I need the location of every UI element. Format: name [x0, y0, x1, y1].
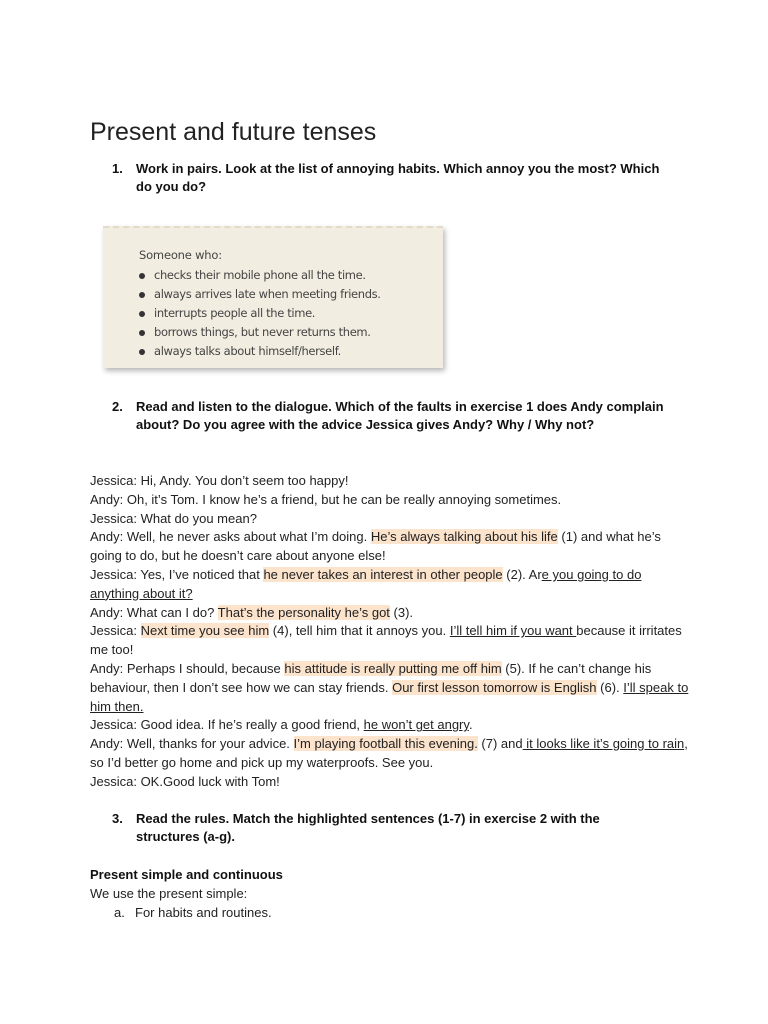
highlighted-sentence: He’s always talking about his life [370, 529, 558, 545]
dialogue-line: Andy: Well, he never asks about what I’m doing. He’s always talking about his life (1) and what he’s going to do, but he doesn’t care about anyone else! [90, 529, 661, 564]
bullet-icon [139, 330, 145, 336]
question-text: Read and listen to the dialogue. Which of the faults in exercise 1 does Andy complain about? Do you agree with the advice Jessica gives Andy? Why / Why not? [136, 399, 664, 432]
list-item: borrows things, but never returns them. [137, 323, 381, 342]
dialogue-line: Andy: Well, thanks for your advice. I’m playing football this evening. (7) and it looks like it’s going to rain, so I’d better go home and pick up my waterproofs. See you. [90, 736, 688, 770]
list-item: always arrives late when meeting friends. [137, 285, 381, 304]
list-item: always talks about himself/herself. [137, 342, 381, 361]
page-title: Present and future tenses [90, 118, 377, 146]
underlined-phrase: he won’t get angry [363, 717, 469, 733]
rule-label: a. [114, 905, 125, 920]
highlighted-sentence: I’m playing football this evening. [293, 736, 478, 752]
highlighted-sentence: Our first lesson tomorrow is English [392, 679, 597, 695]
underlined-phrase: I’ll speak to him then. [90, 679, 689, 714]
habits-note-card [103, 226, 443, 368]
question-number: 2. [112, 399, 123, 414]
dialogue-line: Andy: Oh, it’s Tom. I know he’s a friend, but he can be really annoying sometimes. [90, 491, 562, 507]
bullet-icon [139, 311, 145, 317]
bullet-icon [139, 349, 145, 355]
dialogue-line: Jessica: What do you mean? [90, 510, 257, 526]
note-heading: Someone who: [139, 248, 222, 262]
dialogue-line: Andy: Perhaps I should, because his attitude is really putting me off him (5). If he can’t change his behaviour, then I don’t see how we can stay friends. Our first lesson tomorrow is English (6). I’ll speak to him then. [90, 660, 689, 714]
dialogue-line: Jessica: OK.Good luck with Tom! [90, 773, 280, 789]
bullet-icon [139, 292, 145, 298]
rule-text: For habits and routines. [135, 905, 272, 920]
dialogue [90, 472, 690, 792]
section-heading: Present simple and continuous [90, 867, 283, 882]
underlined-phrase: e you going to do anything about it? [90, 566, 642, 601]
list-item: checks their mobile phone all the time. [137, 266, 381, 285]
question-number: 3. [112, 811, 123, 826]
question-text: Work in pairs. Look at the list of annoying habits. Which annoy you the most? Which do you do? [136, 161, 660, 194]
dialogue-line: Andy: What can I do? That’s the personality he’s got (3). [90, 604, 414, 620]
dialogue-line: Jessica: Good idea. If he’s really a good friend, he won’t get angry. [90, 717, 473, 733]
list-item: interrupts people all the time. [137, 304, 381, 323]
dialogue-line: Jessica: Yes, I’ve noticed that he never takes an interest in other people (2). Are you going to do anything about it? [90, 566, 642, 601]
underlined-phrase: I’ll tell him if you want [449, 623, 577, 639]
highlighted-sentence: Next time you see him [140, 623, 270, 639]
highlighted-sentence: his attitude is really putting me off him [284, 660, 502, 676]
section-intro: We use the present simple: [90, 886, 248, 901]
bullet-icon [139, 273, 145, 279]
underlined-phrase: it looks like it’s going to rain [522, 736, 685, 752]
dialogue-line: Jessica: Next time you see him (4), tell him that it annoys you. I’ll tell him if you want because it irritates me too! [90, 623, 682, 658]
highlighted-sentence: he never takes an interest in other people [263, 566, 503, 582]
dialogue-line: Jessica: Hi, Andy. You don’t seem too happy! [90, 473, 349, 488]
question-text: Read the rules. Match the highlighted sentences (1-7) in exercise 2 with the structures (a-g). [136, 811, 600, 844]
question-number: 1. [112, 161, 123, 176]
highlighted-sentence: That’s the personality he’s got [217, 604, 390, 620]
habits-list [137, 266, 381, 361]
